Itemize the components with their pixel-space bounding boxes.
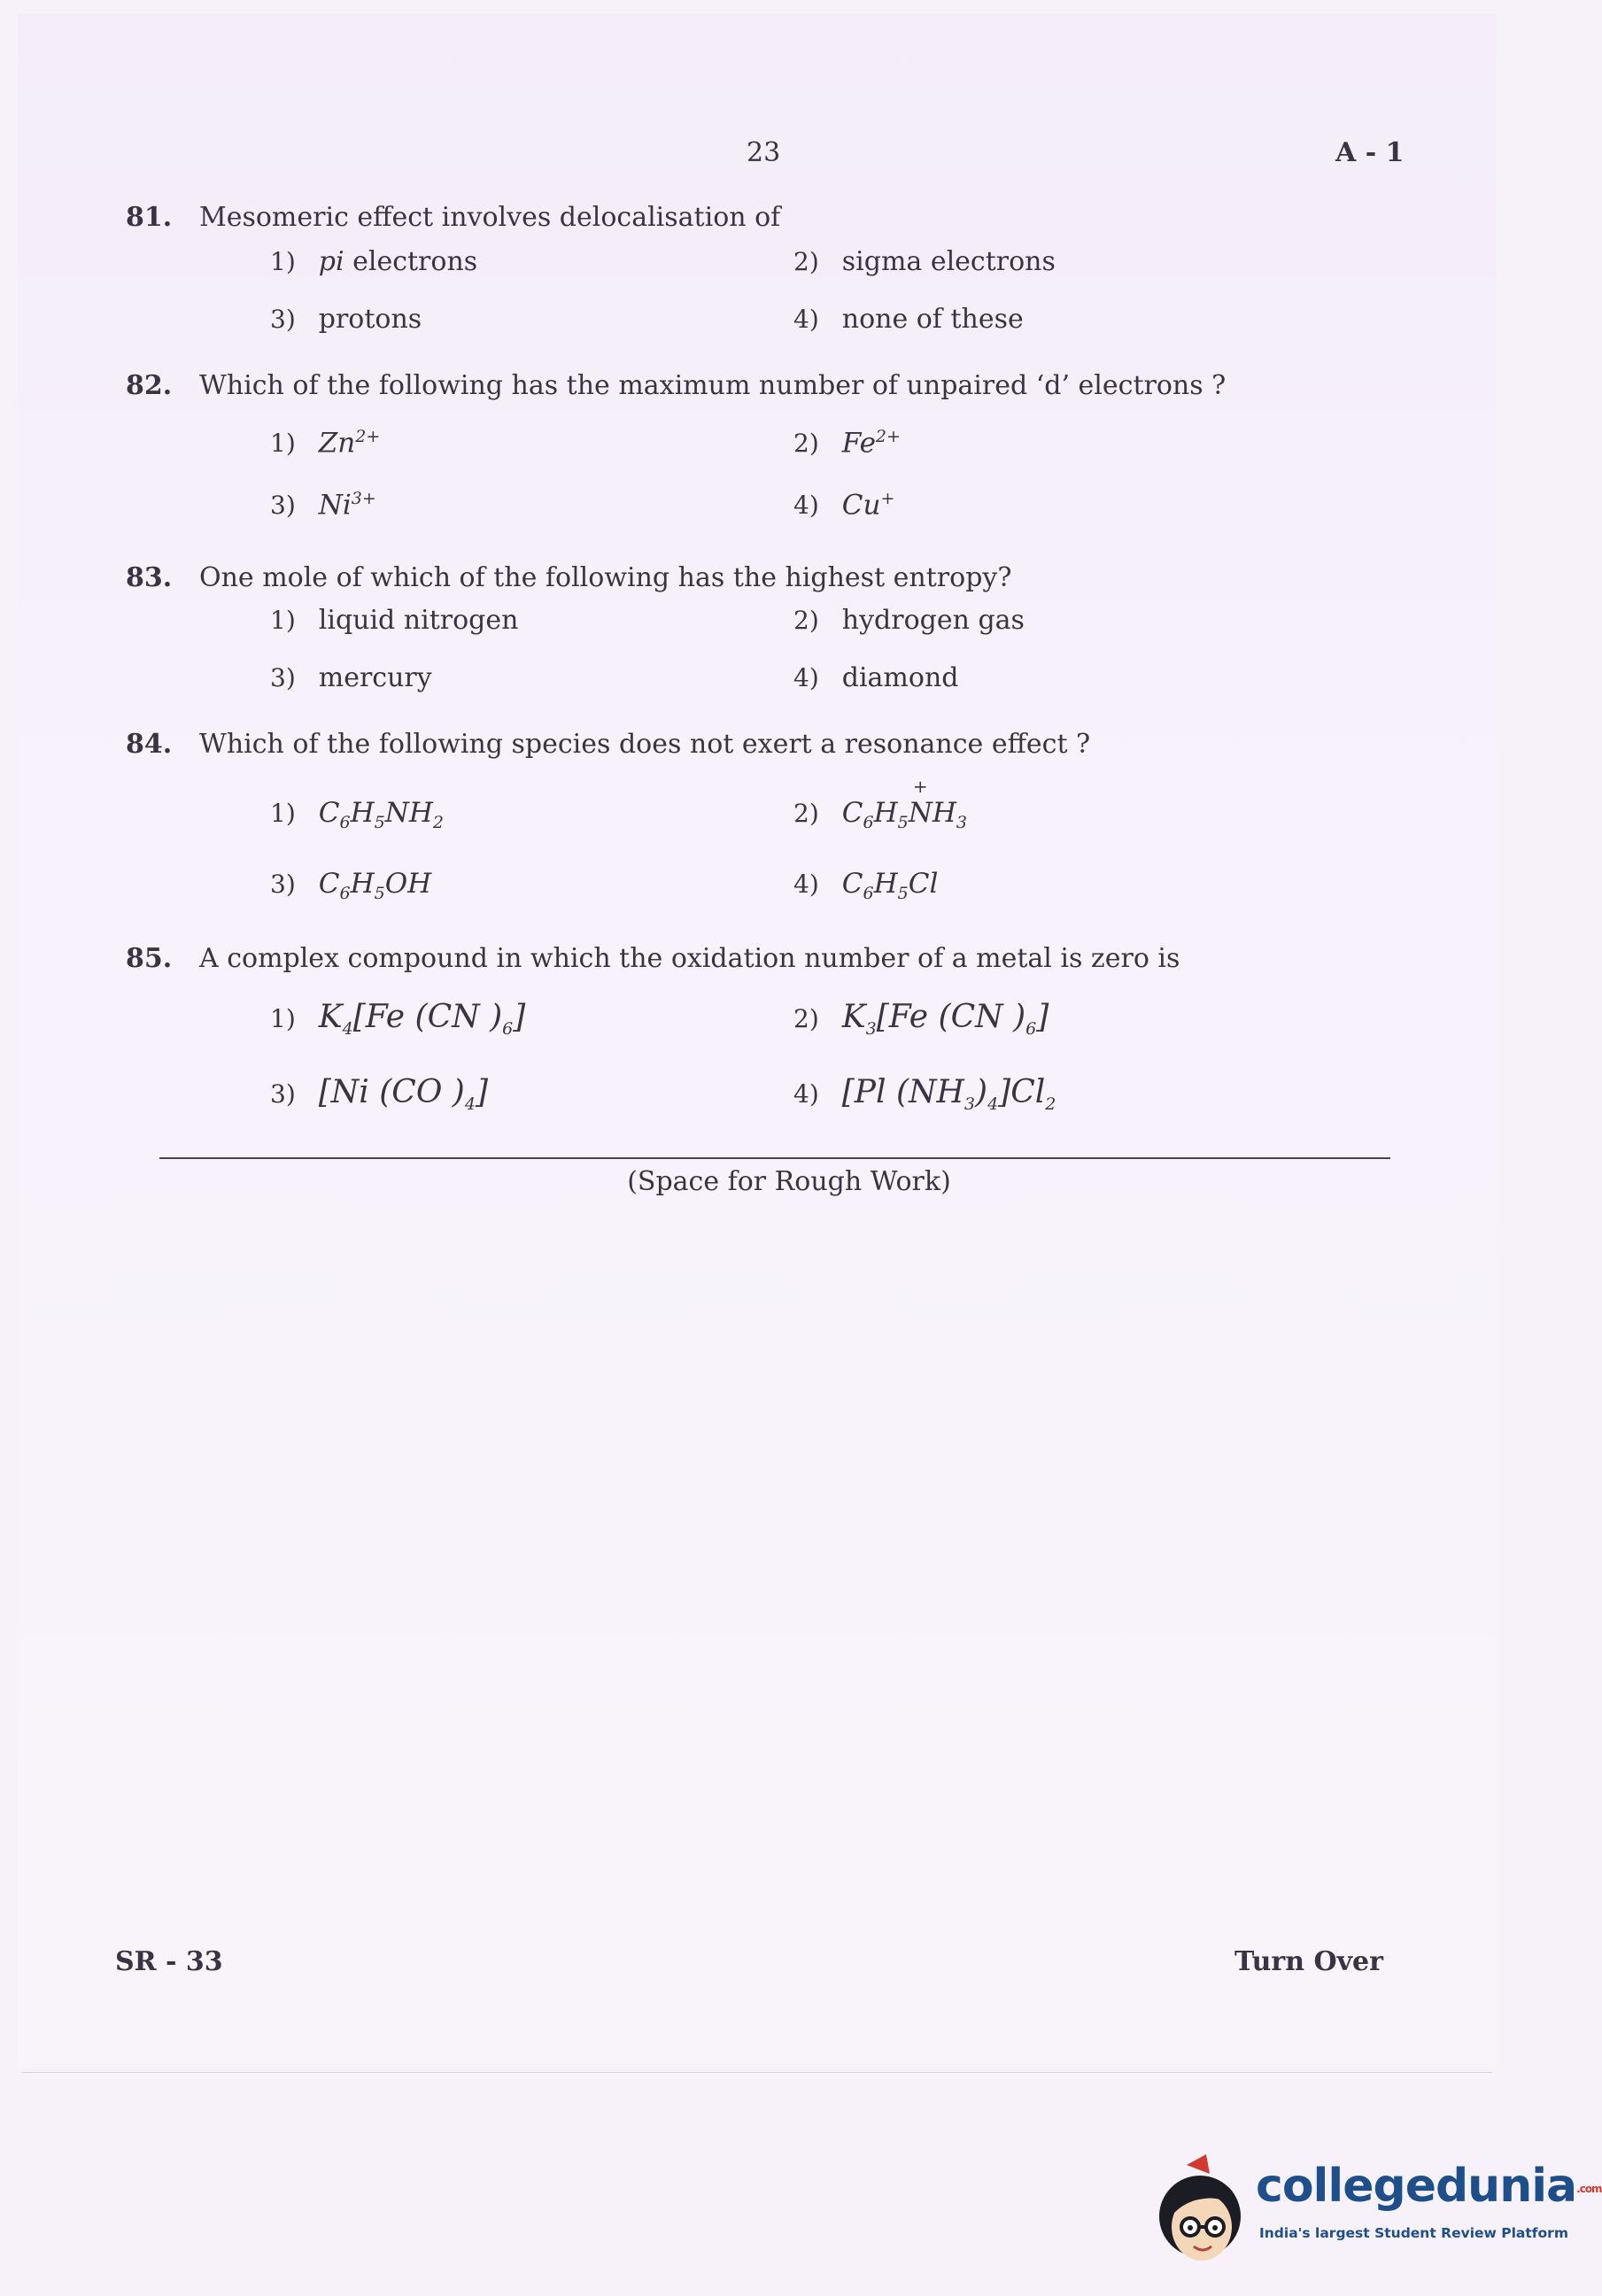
exam-page (18, 13, 1497, 2068)
rough-work-divider (159, 1157, 1390, 1159)
page-number: 23 (747, 137, 781, 168)
question-84-option-4: 4) $C_6H_5Cl$ (793, 868, 939, 904)
question-85-text: A complex compound in which the oxidation number of a metal is zero is (199, 943, 1180, 974)
question-81-option-1: 1) pi electrons (270, 246, 478, 277)
question-85-option-4: 4) [Pl $(NH_3)_4]Cl_2$ (793, 1074, 1056, 1115)
question-83-option-2: 2) hydrogen gas (793, 605, 1025, 636)
footer-turn-over: Turn Over (1234, 1946, 1383, 1977)
question-85-number: 85. (126, 943, 173, 974)
question-85-option-3: 3) [Ni (CO )$_4$] (270, 1074, 488, 1115)
mascot-icon (1151, 2147, 1262, 2267)
question-83-option-4: 4) diamond (793, 662, 959, 693)
question-84-number: 84. (126, 729, 173, 760)
footer-series-code: SR - 33 (115, 1946, 223, 1977)
question-82-option-1: 1) $Zn^{2+}$ (270, 427, 381, 460)
question-84-text: Which of the following species does not exert a resonance effect ? (199, 729, 1091, 760)
question-82-option-4: 4) Cu+ (793, 489, 895, 522)
question-81-option-3: 3) protons (270, 304, 422, 335)
rough-work-label: (Space for Rough Work) (627, 1166, 951, 1197)
question-84-option-1: 1) $C_6H_5NH_2$ (270, 797, 444, 833)
logo-wordmark: collegedunia.com (1256, 2160, 1602, 2213)
collegedunia-logo (1151, 2147, 1602, 2267)
logo-tagline: India's largest Student Review Platform (1259, 2225, 1568, 2241)
question-83-option-1: 1) liquid nitrogen (270, 605, 519, 636)
question-82-number: 82. (126, 370, 173, 401)
question-83-option-3: 3) mercury (270, 662, 432, 693)
question-81-option-2: 2) sigma electrons (793, 246, 1056, 277)
question-82-text: Which of the following has the maximum number of unpaired ‘d’ electrons ? (199, 370, 1227, 401)
page-bottom-edge (22, 2072, 1492, 2073)
question-82-option-2: 2) $Fe^{2+}$ (793, 427, 901, 460)
question-85-option-2: 2) $K_3[Fe$ (CN )$_6$] (793, 999, 1049, 1040)
question-81-option-4: 4) none of these (793, 304, 1024, 335)
paper-code: A - 1 (1335, 137, 1405, 168)
question-85-option-1: 1) $K_4[Fe$ (CN )$_6$] (270, 999, 526, 1040)
question-81-number: 81. (126, 202, 173, 233)
question-81-text: Mesomeric effect involves delocalisation of (199, 202, 781, 233)
question-84-option-3: 3) $C_6H_5OH$ (270, 868, 432, 904)
question-82-option-3: 3) $Ni^{3+}$ (270, 489, 376, 522)
question-83-text: One mole of which of the following has the highest entropy? (199, 562, 1012, 593)
question-84-option-2: 2) $C_6H_5N$ + $H_3$ (793, 776, 967, 833)
question-83-number: 83. (126, 562, 173, 593)
